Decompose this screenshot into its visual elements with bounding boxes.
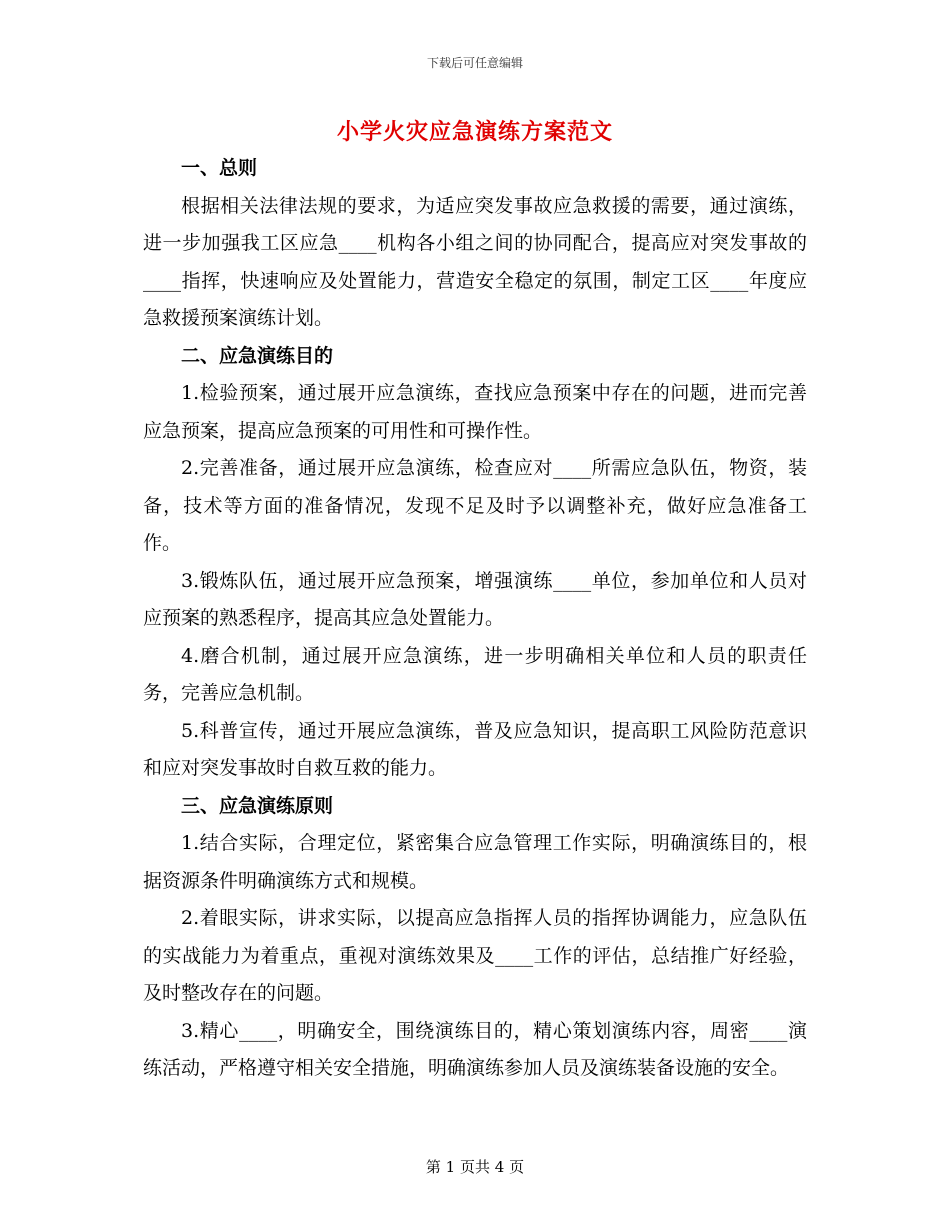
section-heading: 三、应急演练原则 bbox=[181, 794, 334, 817]
document-body bbox=[143, 150, 807, 1088]
document-title: 小学火灾应急演练方案范文 bbox=[336, 119, 613, 145]
paragraph: 1.检验预案，通过展开应急演练，查找应急预案中存在的问题，进而完善应急预案，提高应急预案的可用性和可操作性。 bbox=[143, 382, 807, 442]
paragraph: 4.磨合机制，通过展开应急演练，进一步明确相关单位和人员的职责任务，完善应急机制。 bbox=[143, 644, 807, 704]
page-footer: 第 1 页共 4 页 bbox=[425, 1158, 525, 1176]
paragraph: 1.结合实际，合理定位，紧密集合应急管理工作实际，明确演练目的，根据资源条件明确演练方式和规模。 bbox=[143, 832, 807, 892]
paragraph: 2.完善准备，通过展开应急演练，检查应对____所需应急队伍，物资，装备，技术等方面的准备情况，发现不足及时予以调整补充，做好应急准备工作。 bbox=[143, 457, 807, 554]
section-heading: 二、应急演练目的 bbox=[181, 344, 334, 367]
paragraph: 3.精心____，明确安全，围绕演练目的，精心策划演练内容，周密____演练活动，严格遵守相关安全措施，明确演练参加人员及演练装备设施的安全。 bbox=[143, 1019, 807, 1079]
paragraph: 3.锻炼队伍，通过展开应急预案，增强演练____单位，参加单位和人员对应预案的熟悉程序，提高其应急处置能力。 bbox=[143, 569, 807, 629]
paragraph: 5.科普宣传，通过开展应急演练，普及应急知识，提高职工风险防范意识和应对突发事故时自救互救的能力。 bbox=[143, 719, 807, 779]
section-heading: 一、总则 bbox=[181, 157, 258, 179]
paragraph: 2.着眼实际，讲求实际，以提高应急指挥人员的指挥协调能力，应急队伍的实战能力为着重点，重视对演练效果及____工作的评估，总结推广好经验，及时整改存在的问题。 bbox=[143, 907, 807, 1004]
page-header: 下载后可任意编辑 bbox=[426, 56, 523, 70]
paragraph: 根据相关法律法规的要求，为适应突发事故应急救援的需要，通过演练，进一步加强我工区应急____机构各小组之间的协同配合，提高应对突发事故的____指挥，快速响应及处置能力，营造安全稳定的氛围，制定工区____年度应急救援预案演练计划。 bbox=[143, 194, 807, 329]
